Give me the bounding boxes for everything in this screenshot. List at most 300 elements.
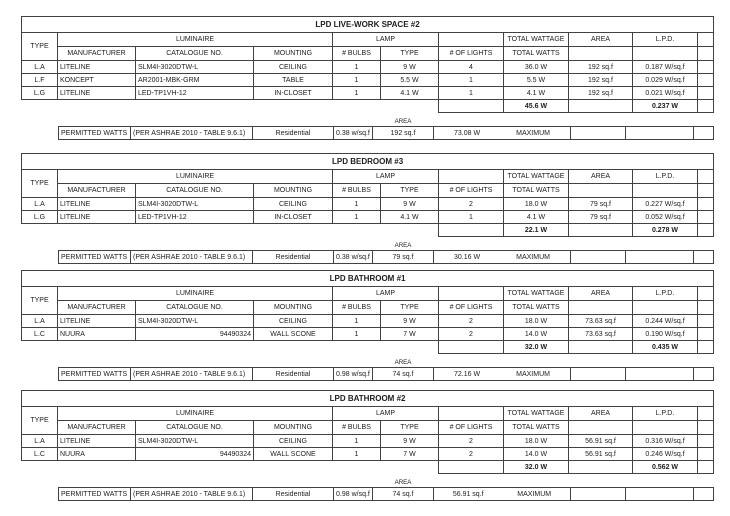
empty-cell bbox=[571, 368, 626, 381]
empty-cell bbox=[439, 224, 504, 237]
num-lights-header: # OF LIGHTS bbox=[439, 47, 504, 61]
lpd-cell: 0.246 W/sq.f bbox=[633, 448, 698, 461]
ashrae-standard: (PER ASHRAE 2010 - TABLE 9.6.1) bbox=[131, 488, 253, 501]
catalogue-cell: 94490324 bbox=[136, 448, 254, 461]
maximum-cell bbox=[434, 127, 571, 140]
footer-area-label: AREA bbox=[394, 241, 412, 249]
empty-cell bbox=[698, 328, 714, 341]
table-row bbox=[22, 154, 714, 170]
num-lights-cell: 2 bbox=[439, 328, 504, 341]
empty-cell bbox=[698, 315, 714, 328]
lamp-type-cell: 9 W bbox=[381, 435, 439, 448]
mounting-cell: TABLE bbox=[254, 74, 333, 87]
total-wattage-header: TOTAL WATTAGE bbox=[504, 33, 569, 47]
empty-cell bbox=[439, 341, 504, 354]
space-category: Residential bbox=[253, 488, 334, 501]
lpd-header: L.P.D. bbox=[633, 33, 698, 47]
empty-cell bbox=[633, 184, 698, 198]
permitted-watts-label: PERMITTED WATTS bbox=[59, 127, 131, 140]
num-lights-cell: 4 bbox=[439, 61, 504, 74]
table-row bbox=[22, 47, 714, 61]
total-watts-cell: 18.0 W bbox=[504, 315, 569, 328]
table-row bbox=[22, 287, 714, 301]
total-lpd-sum: 0.237 W bbox=[633, 100, 698, 113]
empty-cell bbox=[569, 184, 633, 198]
lamp-type-cell: 9 W bbox=[381, 315, 439, 328]
empty-cell bbox=[698, 421, 714, 435]
footer-area-value: 192 sq.f bbox=[373, 127, 434, 140]
bulbs-cell: 1 bbox=[333, 435, 381, 448]
empty-cell bbox=[569, 47, 633, 61]
bulbs-cell: 1 bbox=[333, 74, 381, 87]
empty-cell bbox=[633, 301, 698, 315]
empty-cell bbox=[569, 421, 633, 435]
table-row bbox=[22, 407, 714, 421]
mounting-cell: IN-CLOSET bbox=[254, 87, 333, 100]
type-header: TYPE bbox=[22, 287, 58, 315]
lpd-cell: 0.316 W/sq.f bbox=[633, 435, 698, 448]
empty-cell bbox=[569, 461, 633, 474]
lamp-group-header: LAMP bbox=[333, 407, 439, 421]
mounting-cell: CEILING bbox=[254, 315, 333, 328]
empty-cell bbox=[698, 448, 714, 461]
footer-area-value: 74 sq.f bbox=[373, 368, 434, 381]
empty-cell bbox=[569, 301, 633, 315]
empty-cell bbox=[571, 127, 626, 140]
spacer-cell bbox=[434, 240, 714, 251]
empty-cell bbox=[439, 100, 504, 113]
type-cell: L.F bbox=[22, 74, 58, 87]
bulbs-cell: 1 bbox=[333, 87, 381, 100]
empty-cell bbox=[626, 368, 694, 381]
bulbs-cell: 1 bbox=[333, 315, 381, 328]
lamp-type-cell: 4.1 W bbox=[381, 211, 439, 224]
spacer-cell bbox=[22, 100, 439, 113]
area-cell: 73.63 sq.f bbox=[569, 328, 633, 341]
catalogue-cell: AR2001-MBK-GRM bbox=[136, 74, 254, 87]
empty-cell bbox=[698, 74, 714, 87]
num-lights-cell: 2 bbox=[439, 315, 504, 328]
type-cell: L.A bbox=[22, 435, 58, 448]
catalogue-header: CATALOGUE NO. bbox=[136, 47, 254, 61]
lamp-type-cell: 7 W bbox=[381, 448, 439, 461]
empty-cell bbox=[439, 287, 504, 301]
space-category: Residential bbox=[253, 368, 334, 381]
total-lpd-sum: 0.435 W bbox=[633, 341, 698, 354]
manufacturer-cell: NUURA bbox=[58, 328, 136, 341]
table-row bbox=[22, 211, 714, 224]
total-watts-sum: 32.0 W bbox=[504, 341, 569, 354]
empty-cell bbox=[698, 461, 714, 474]
catalogue-cell: SLM4I-3020DTW-L bbox=[136, 61, 254, 74]
empty-cell bbox=[698, 184, 714, 198]
catalogue-cell: 94490324 bbox=[136, 328, 254, 341]
empty-cell bbox=[698, 435, 714, 448]
area-cell: 79 sq.f bbox=[569, 211, 633, 224]
mounting-cell: IN-CLOSET bbox=[254, 211, 333, 224]
maximum-label: MAXIMUM bbox=[516, 129, 550, 137]
footer-area-value: 79 sq.f bbox=[373, 251, 434, 264]
table-row bbox=[59, 127, 714, 140]
permitted-watts-label: PERMITTED WATTS bbox=[59, 488, 131, 501]
table-row bbox=[22, 435, 714, 448]
total-lpd-sum: 0.562 W bbox=[633, 461, 698, 474]
table-row bbox=[59, 368, 714, 381]
table-row bbox=[59, 240, 714, 251]
lpd-table-bathroom-1 bbox=[21, 270, 713, 381]
spacer-cell bbox=[434, 477, 714, 488]
bulbs-header: # BULBS bbox=[333, 421, 381, 435]
mounting-cell: CEILING bbox=[254, 61, 333, 74]
empty-cell bbox=[571, 488, 626, 501]
bulbs-cell: 1 bbox=[333, 211, 381, 224]
table-row bbox=[59, 477, 714, 488]
num-lights-header: # OF LIGHTS bbox=[439, 184, 504, 198]
manufacturer-header: MANUFACTURER bbox=[58, 421, 136, 435]
empty-cell bbox=[626, 127, 694, 140]
bulbs-cell: 1 bbox=[333, 61, 381, 74]
type-cell: L.G bbox=[22, 87, 58, 100]
manufacturer-cell: LITELINE bbox=[58, 435, 136, 448]
empty-cell bbox=[569, 100, 633, 113]
footer-area-label: AREA bbox=[394, 478, 412, 486]
maximum-watts: 72.16 W bbox=[454, 370, 481, 378]
footer-area-label: AREA bbox=[394, 358, 412, 366]
table-title: LPD LIVE-WORK SPACE #2 bbox=[22, 17, 714, 33]
table-row bbox=[22, 17, 714, 33]
empty-cell bbox=[439, 407, 504, 421]
table-row bbox=[22, 170, 714, 184]
bulbs-cell: 1 bbox=[333, 198, 381, 211]
total-watts-cell: 4.1 W bbox=[504, 87, 569, 100]
type-header: TYPE bbox=[22, 33, 58, 61]
table-row bbox=[59, 357, 714, 368]
empty-cell bbox=[698, 100, 714, 113]
table-row bbox=[22, 301, 714, 315]
type-cell: L.C bbox=[22, 328, 58, 341]
spacer-cell bbox=[59, 240, 373, 251]
area-cell: 73.63 sq.f bbox=[569, 315, 633, 328]
catalogue-cell: LED-TP1VH-12 bbox=[136, 87, 254, 100]
total-wattage-header: TOTAL WATTAGE bbox=[504, 407, 569, 421]
lpd-cell: 0.029 W/sq.f bbox=[633, 74, 698, 87]
lpd-table-bathroom-2 bbox=[21, 390, 713, 501]
lpd-cell: 0.244 W/sq.f bbox=[633, 315, 698, 328]
mounting-header: MOUNTING bbox=[254, 184, 333, 198]
luminaire-table bbox=[21, 153, 714, 237]
table-title: LPD BEDROOM #3 bbox=[22, 154, 714, 170]
luminaire-table bbox=[21, 390, 714, 474]
total-watts-sum: 45.6 W bbox=[504, 100, 569, 113]
lpd-cell: 0.190 W/sq.f bbox=[633, 328, 698, 341]
total-watts-header: TOTAL WATTS bbox=[504, 47, 569, 61]
maximum-label: MAXIMUM bbox=[517, 490, 552, 498]
total-watts-sum: 22.1 W bbox=[504, 224, 569, 237]
maximum-label: MAXIMUM bbox=[516, 253, 550, 261]
area-cell: 192 sq.f bbox=[569, 87, 633, 100]
manufacturer-cell: LITELINE bbox=[58, 87, 136, 100]
lpd-cell: 0.227 W/sq.f bbox=[633, 198, 698, 211]
empty-cell bbox=[633, 47, 698, 61]
total-watts-cell: 5.5 W bbox=[504, 74, 569, 87]
type-header: TYPE bbox=[22, 407, 58, 435]
area-cell: 56.91 sq.f bbox=[569, 435, 633, 448]
area-cell: 192 sq.f bbox=[569, 61, 633, 74]
empty-cell bbox=[694, 368, 714, 381]
maximum-cell bbox=[434, 251, 571, 264]
empty-cell bbox=[439, 33, 504, 47]
empty-cell bbox=[439, 461, 504, 474]
mounting-header: MOUNTING bbox=[254, 421, 333, 435]
maximum-watts: 30.16 W bbox=[454, 253, 481, 261]
area-header: AREA bbox=[569, 170, 633, 184]
empty-cell bbox=[698, 287, 714, 301]
manufacturer-header: MANUFACTURER bbox=[58, 184, 136, 198]
empty-cell bbox=[698, 341, 714, 354]
total-watts-header: TOTAL WATTS bbox=[504, 421, 569, 435]
total-watts-cell: 36.0 W bbox=[504, 61, 569, 74]
empty-cell bbox=[698, 47, 714, 61]
lamp-type-cell: 7 W bbox=[381, 328, 439, 341]
total-watts-cell: 4.1 W bbox=[504, 211, 569, 224]
manufacturer-cell: LITELINE bbox=[58, 211, 136, 224]
space-category: Residential bbox=[253, 127, 334, 140]
maximum-cell bbox=[434, 368, 571, 381]
spacer-cell bbox=[22, 341, 439, 354]
total-watts-cell: 14.0 W bbox=[504, 448, 569, 461]
type-cell: L.A bbox=[22, 315, 58, 328]
empty-cell bbox=[626, 488, 694, 501]
table-row bbox=[59, 488, 714, 501]
lamp-type-header: TYPE bbox=[381, 421, 439, 435]
empty-cell bbox=[698, 61, 714, 74]
bulbs-cell: 1 bbox=[333, 448, 381, 461]
num-lights-header: # OF LIGHTS bbox=[439, 301, 504, 315]
num-lights-cell: 1 bbox=[439, 74, 504, 87]
table-row bbox=[22, 328, 714, 341]
empty-cell bbox=[698, 33, 714, 47]
num-lights-cell: 1 bbox=[439, 211, 504, 224]
empty-cell bbox=[694, 488, 714, 501]
table-row bbox=[22, 271, 714, 287]
mounting-header: MOUNTING bbox=[254, 47, 333, 61]
bulbs-header: # BULBS bbox=[333, 301, 381, 315]
bulbs-cell: 1 bbox=[333, 328, 381, 341]
lamp-type-cell: 4.1 W bbox=[381, 87, 439, 100]
catalogue-header: CATALOGUE NO. bbox=[136, 184, 254, 198]
space-category: Residential bbox=[253, 251, 334, 264]
total-wattage-header: TOTAL WATTAGE bbox=[504, 287, 569, 301]
manufacturer-cell: KONCEPT bbox=[58, 74, 136, 87]
table-row bbox=[22, 448, 714, 461]
catalogue-cell: LED-TP1VH-12 bbox=[136, 211, 254, 224]
allowance-value: 0.98 w/sq.f bbox=[334, 368, 373, 381]
empty-cell bbox=[569, 224, 633, 237]
mounting-cell: CEILING bbox=[254, 435, 333, 448]
total-watts-cell: 18.0 W bbox=[504, 435, 569, 448]
mounting-cell: WALL SCONE bbox=[254, 448, 333, 461]
bulbs-header: # BULBS bbox=[333, 47, 381, 61]
empty-cell bbox=[626, 251, 694, 264]
total-watts-header: TOTAL WATTS bbox=[504, 184, 569, 198]
empty-cell bbox=[698, 407, 714, 421]
spacer-cell bbox=[59, 357, 373, 368]
lamp-type-header: TYPE bbox=[381, 47, 439, 61]
lamp-group-header: LAMP bbox=[333, 287, 439, 301]
maximum-cell bbox=[434, 488, 571, 501]
area-cell: 56.91 sq.f bbox=[569, 448, 633, 461]
spacer-cell bbox=[22, 224, 439, 237]
lamp-group-header: LAMP bbox=[333, 33, 439, 47]
maximum-label: MAXIMUM bbox=[516, 370, 550, 378]
lpd-cell: 0.021 W/sq.f bbox=[633, 87, 698, 100]
empty-cell bbox=[698, 170, 714, 184]
empty-cell bbox=[694, 251, 714, 264]
maximum-watts: 73.08 W bbox=[454, 129, 481, 137]
table-row bbox=[22, 61, 714, 74]
table-row bbox=[22, 421, 714, 435]
area-cell: 192 sq.f bbox=[569, 74, 633, 87]
total-lpd-sum: 0.278 W bbox=[633, 224, 698, 237]
lamp-group-header: LAMP bbox=[333, 170, 439, 184]
catalogue-cell: SLM4I-3020DTW-L bbox=[136, 198, 254, 211]
table-row bbox=[22, 461, 714, 474]
table-row bbox=[22, 224, 714, 237]
footer-area-label: AREA bbox=[394, 117, 412, 125]
lamp-type-cell: 9 W bbox=[381, 198, 439, 211]
table-row bbox=[22, 341, 714, 354]
total-wattage-header: TOTAL WATTAGE bbox=[504, 170, 569, 184]
total-watts-cell: 18.0 W bbox=[504, 198, 569, 211]
total-watts-sum: 32.0 W bbox=[504, 461, 569, 474]
type-header: TYPE bbox=[22, 170, 58, 198]
allowance-value: 0.98 w/sq.f bbox=[334, 488, 373, 501]
table-row bbox=[22, 87, 714, 100]
lpd-cell: 0.052 W/sq.f bbox=[633, 211, 698, 224]
bulbs-header: # BULBS bbox=[333, 184, 381, 198]
manufacturer-header: MANUFACTURER bbox=[58, 47, 136, 61]
lpd-table-bedroom-3 bbox=[21, 153, 713, 264]
manufacturer-cell: LITELINE bbox=[58, 61, 136, 74]
catalogue-cell: SLM4I-3020DTW-L bbox=[136, 315, 254, 328]
lpd-header: L.P.D. bbox=[633, 170, 698, 184]
ashrae-standard: (PER ASHRAE 2010 - TABLE 9.6.1) bbox=[131, 251, 253, 264]
area-header: AREA bbox=[569, 287, 633, 301]
spacer-cell bbox=[59, 477, 373, 488]
empty-cell bbox=[571, 251, 626, 264]
manufacturer-cell: LITELINE bbox=[58, 198, 136, 211]
catalogue-cell: SLM4I-3020DTW-L bbox=[136, 435, 254, 448]
lpd-table-live-work-space-2 bbox=[21, 16, 713, 140]
num-lights-cell: 2 bbox=[439, 448, 504, 461]
spacer-cell bbox=[59, 116, 373, 127]
area-cell: 79 sq.f bbox=[569, 198, 633, 211]
lamp-type-header: TYPE bbox=[381, 301, 439, 315]
lamp-type-cell: 9 W bbox=[381, 61, 439, 74]
lpd-header: L.P.D. bbox=[633, 407, 698, 421]
footer-area-value: 74 sq.f bbox=[373, 488, 434, 501]
table-row bbox=[22, 33, 714, 47]
empty-cell bbox=[698, 211, 714, 224]
empty-cell bbox=[569, 341, 633, 354]
ashrae-standard: (PER ASHRAE 2010 - TABLE 9.6.1) bbox=[131, 127, 253, 140]
area-header: AREA bbox=[569, 33, 633, 47]
table-row bbox=[22, 198, 714, 211]
permitted-watts-table bbox=[58, 357, 714, 381]
manufacturer-cell: LITELINE bbox=[58, 315, 136, 328]
permitted-watts-table bbox=[58, 477, 714, 501]
catalogue-header: CATALOGUE NO. bbox=[136, 421, 254, 435]
num-lights-header: # OF LIGHTS bbox=[439, 421, 504, 435]
luminaire-group-header: LUMINAIRE bbox=[58, 33, 333, 47]
empty-cell bbox=[633, 421, 698, 435]
manufacturer-header: MANUFACTURER bbox=[58, 301, 136, 315]
luminaire-table bbox=[21, 270, 714, 354]
empty-cell bbox=[698, 224, 714, 237]
permitted-watts-table bbox=[58, 116, 714, 140]
type-cell: L.A bbox=[22, 198, 58, 211]
type-cell: L.G bbox=[22, 211, 58, 224]
ashrae-standard: (PER ASHRAE 2010 - TABLE 9.6.1) bbox=[131, 368, 253, 381]
mounting-cell: WALL SCONE bbox=[254, 328, 333, 341]
spacer-cell bbox=[434, 116, 714, 127]
table-title: LPD BATHROOM #2 bbox=[22, 391, 714, 407]
empty-cell bbox=[698, 198, 714, 211]
permitted-watts-label: PERMITTED WATTS bbox=[59, 251, 131, 264]
spacer-cell bbox=[434, 357, 714, 368]
lpd-header: L.P.D. bbox=[633, 287, 698, 301]
permitted-watts-table bbox=[58, 240, 714, 264]
catalogue-header: CATALOGUE NO. bbox=[136, 301, 254, 315]
lamp-type-header: TYPE bbox=[381, 184, 439, 198]
type-cell: L.C bbox=[22, 448, 58, 461]
lpd-cell: 0.187 W/sq.f bbox=[633, 61, 698, 74]
luminaire-group-header: LUMINAIRE bbox=[58, 287, 333, 301]
table-row bbox=[22, 74, 714, 87]
permitted-watts-label: PERMITTED WATTS bbox=[59, 368, 131, 381]
lamp-type-cell: 5.5 W bbox=[381, 74, 439, 87]
empty-cell bbox=[698, 301, 714, 315]
table-row bbox=[22, 184, 714, 198]
luminaire-table bbox=[21, 16, 714, 113]
table-row bbox=[22, 315, 714, 328]
luminaire-group-header: LUMINAIRE bbox=[58, 170, 333, 184]
empty-cell bbox=[698, 87, 714, 100]
total-watts-cell: 14.0 W bbox=[504, 328, 569, 341]
allowance-value: 0.38 w/sq.f bbox=[334, 251, 373, 264]
num-lights-cell: 2 bbox=[439, 198, 504, 211]
mounting-header: MOUNTING bbox=[254, 301, 333, 315]
table-row bbox=[59, 116, 714, 127]
num-lights-cell: 1 bbox=[439, 87, 504, 100]
allowance-value: 0.38 w/sq.f bbox=[334, 127, 373, 140]
type-cell: L.A bbox=[22, 61, 58, 74]
area-header: AREA bbox=[569, 407, 633, 421]
maximum-watts: 56.91 sq.f bbox=[452, 490, 484, 498]
spacer-cell bbox=[22, 461, 439, 474]
total-watts-header: TOTAL WATTS bbox=[504, 301, 569, 315]
num-lights-cell: 2 bbox=[439, 435, 504, 448]
manufacturer-cell: NUURA bbox=[58, 448, 136, 461]
mounting-cell: CEILING bbox=[254, 198, 333, 211]
luminaire-group-header: LUMINAIRE bbox=[58, 407, 333, 421]
empty-cell bbox=[439, 170, 504, 184]
table-row bbox=[22, 391, 714, 407]
table-row bbox=[59, 251, 714, 264]
table-row bbox=[22, 100, 714, 113]
table-title: LPD BATHROOM #1 bbox=[22, 271, 714, 287]
empty-cell bbox=[694, 127, 714, 140]
